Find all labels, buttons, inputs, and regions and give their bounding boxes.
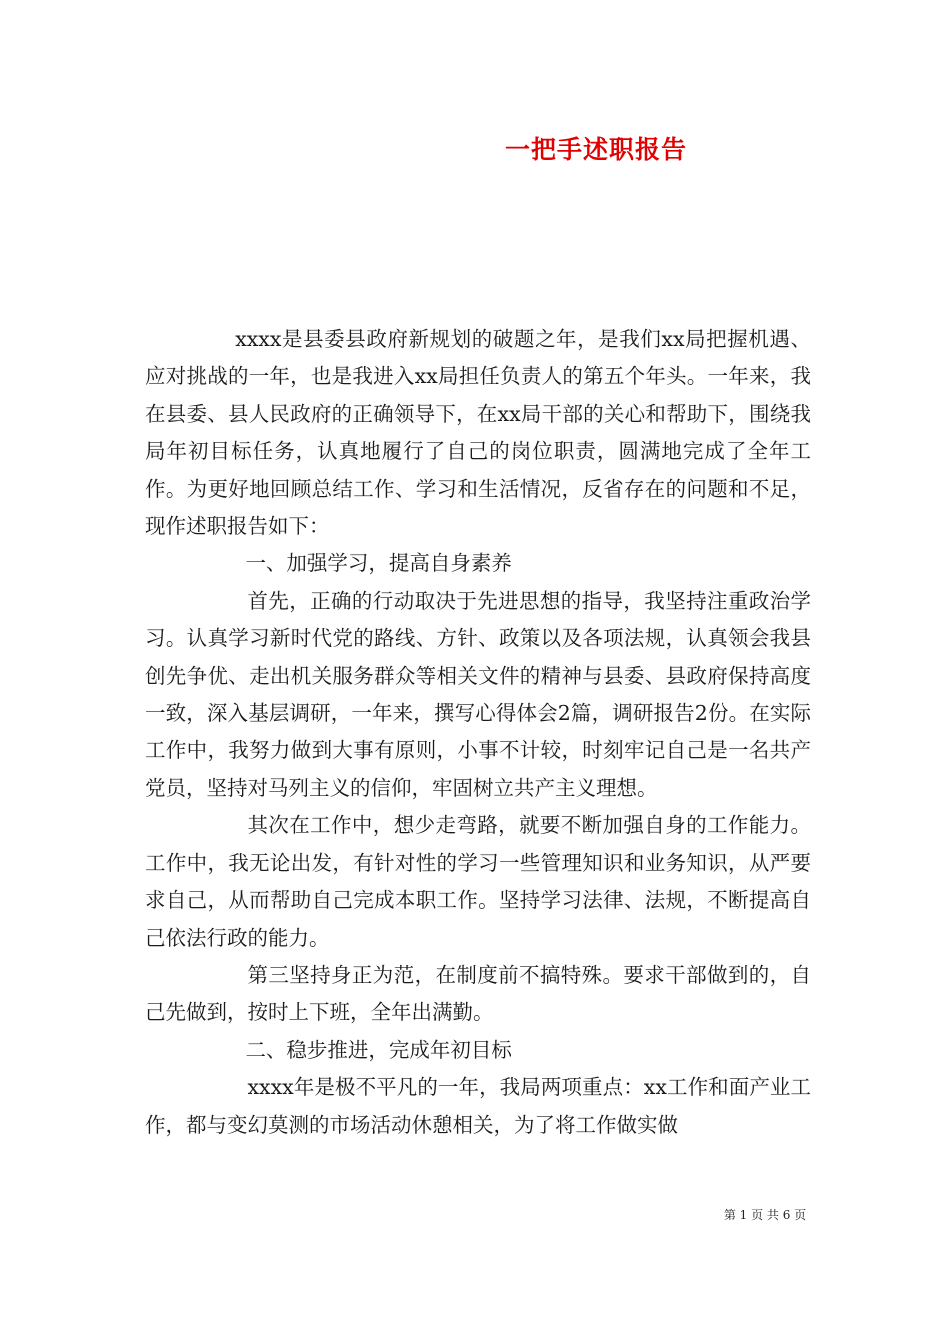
page-number: 第 1 页 共 6 页 [723,1208,807,1222]
paragraph-study-2: 其次在工作中，想少走弯路，就要不断加强自身的工作能力。工作中，我无论出发，有针对性的学习一些管理知识和业务知识，从严要求自己，从而帮助自己完成本职工作。坚持学习法律、法规，不断提高自己依法行政的能力。 [145,813,811,950]
document-body [145,321,811,1144]
paragraph-study-3: 第三坚持身正为范，在制度前不搞特殊。要求干部做到的，自己先做到，按时上下班，全年出满勤。 [145,962,811,1025]
paragraph-intro: xxxx是县委县政府新规划的破题之年，是我们xx局把握机遇、应对挑战的一年，也是我进入xx局担任负责人的第五个年头。一年来，我在县委、县人民政府的正确领导下，在xx局干部的关心和帮助下，围绕我局年初目标任务，认真地履行了自己的岗位职责，圆满地完成了全年工作。为更好地回顾总结工作、学习和生活情况，反省存在的问题和不足，现作述职报告如下： [145,327,811,539]
section-heading-2: 二、稳步推进，完成年初目标 [245,1037,512,1062]
paragraph-goals-1: xxxx年是极不平凡的一年，我局两项重点：xx工作和面产业工作，都与变幻莫测的市场活动休憩相关，为了将工作做实做 [145,1075,811,1137]
document-title: 一把手述职报告 [504,135,687,164]
paragraph-study-1: 首先，正确的行动取决于先进思想的指导，我坚持注重政治学习。认真学习新时代党的路线、方针、政策以及各项法规，认真领会我县创先争优、走出机关服务群众等相关文件的精神与县委、县政府保持高度一致，深入基层调研，一年来，撰写心得体会2篇，调研报告2份。在实际工作中，我努力做到大事有原则，小事不计较，时刻牢记自己是一名共产党员，坚持对马列主义的信仰，牢固树立共产主义理想。 [145,588,811,800]
section-heading-1: 一、加强学习，提高自身素养 [245,551,512,576]
